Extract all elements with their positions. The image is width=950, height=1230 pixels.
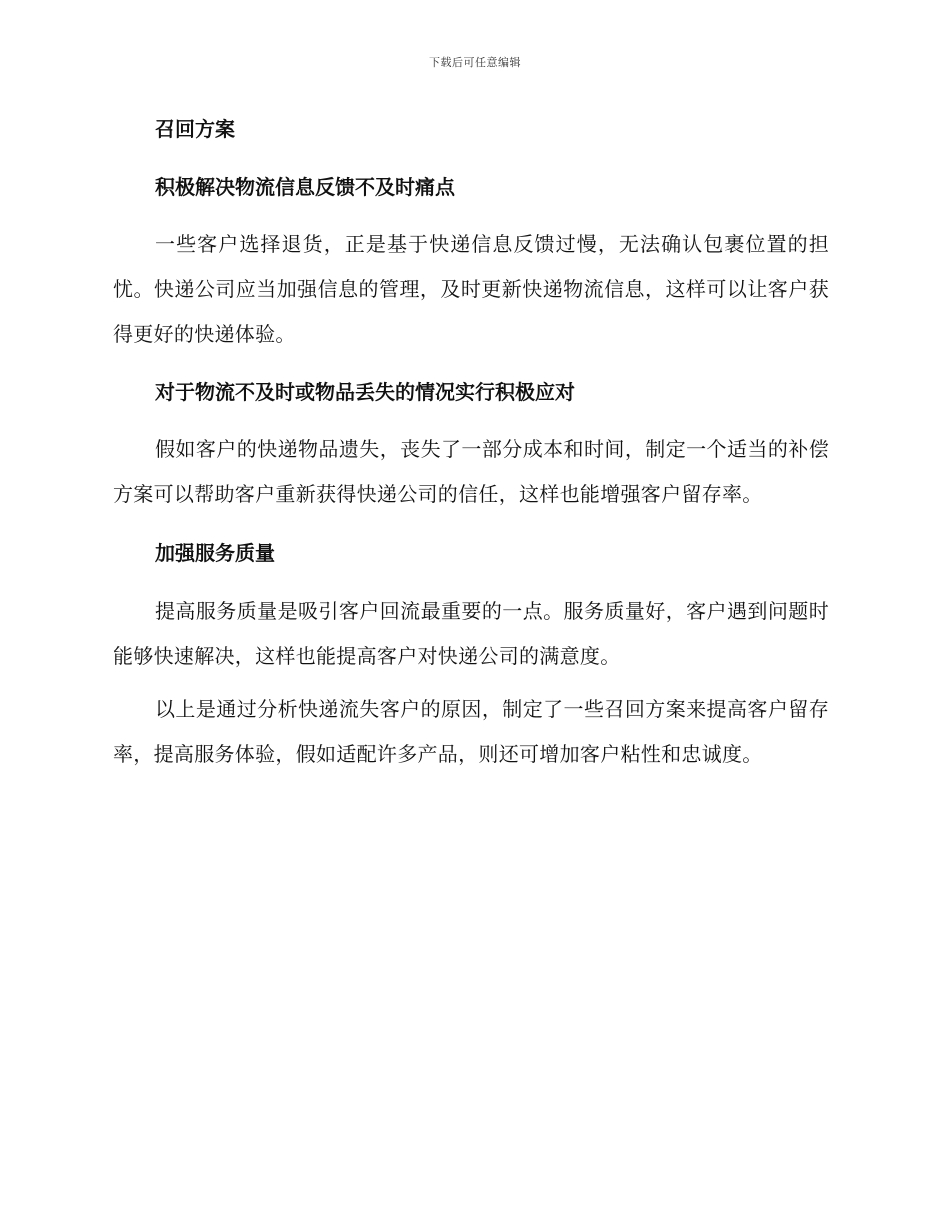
section-paragraph-logistics-info: 一些客户选择退货，正是基于快递信息反馈过慢，无法确认包裹位置的担忧。快递公司应当加强信息的管理，及时更新快递物流信息，这样可以让客户获得更好的快递体验。: [113, 232, 829, 346]
section-heading-service-quality: 加强服务质量: [155, 541, 275, 565]
section-paragraph-service-quality: 提高服务质量是吸引客户回流最重要的一点。服务质量好，客户遇到问题时能够快速解决，这样也能提高客户对快递公司的满意度。: [113, 599, 829, 668]
document-title: 召回方案: [155, 117, 235, 141]
section-paragraph-lost-items: 假如客户的快递物品遗失，丧失了一部分成本和时间，制定一个适当的补偿方案可以帮助客户重新获得快递公司的信任，这样也能增强客户留存率。: [113, 437, 829, 506]
document-body: [113, 113, 829, 777]
page-header-note: 下载后可任意编辑: [429, 56, 521, 69]
section-heading-lost-items: 对于物流不及时或物品丢失的情况实行积极应对: [155, 380, 575, 404]
section-heading-logistics-info: 积极解决物流信息反馈不及时痛点: [155, 175, 455, 199]
conclusion-paragraph: 以上是通过分析快递流失客户的原因，制定了一些召回方案来提高客户留存率，提高服务体验，假如适配许多产品，则还可增加客户粘性和忠诚度。: [113, 697, 829, 766]
